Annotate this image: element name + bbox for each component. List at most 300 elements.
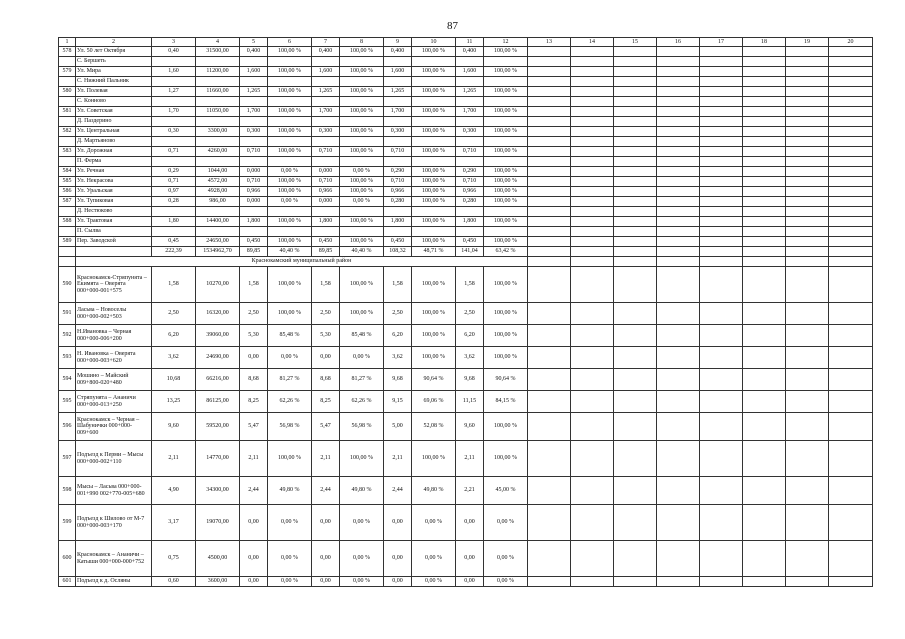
- value-cell: 0,97: [152, 187, 196, 197]
- empty-cell: [657, 207, 700, 217]
- table-row: [59, 237, 873, 247]
- value-cell: 1,700: [456, 107, 484, 117]
- empty-cell: [657, 137, 700, 147]
- empty-cell: [614, 267, 657, 303]
- village-row: [59, 57, 873, 67]
- empty-cell: [829, 117, 873, 127]
- row-number: 579: [59, 67, 76, 77]
- value-cell: 100,00 %: [484, 187, 528, 197]
- value-cell: 2,11: [384, 441, 412, 477]
- empty-cell: [786, 147, 829, 157]
- empty-cell: [786, 413, 829, 441]
- empty-cell: [786, 157, 829, 167]
- value-cell: 100,00 %: [412, 303, 456, 325]
- value-cell: 100,00 %: [268, 303, 312, 325]
- table-row: [59, 413, 873, 441]
- empty-cell: [528, 57, 571, 67]
- empty-cell: [700, 147, 743, 157]
- empty-cell: [412, 57, 456, 67]
- value-cell: 2,11: [240, 441, 268, 477]
- empty-cell: [384, 157, 412, 167]
- road-name: Мысы – Ласьва 000+000-001+990 002+770-005+680: [76, 477, 152, 505]
- value-cell: 100,00 %: [412, 267, 456, 303]
- empty-cell: [484, 77, 528, 87]
- empty-cell: [786, 577, 829, 587]
- value-cell: 100,00 %: [412, 177, 456, 187]
- empty-cell: [528, 391, 571, 413]
- value-cell: 10,68: [152, 369, 196, 391]
- value-cell: 85,48 %: [340, 325, 384, 347]
- village-name: Д. Нестюково: [76, 207, 152, 217]
- empty-cell: [829, 325, 873, 347]
- empty-cell: [614, 127, 657, 137]
- value-cell: 2,44: [240, 477, 268, 505]
- empty-cell: [614, 207, 657, 217]
- empty-cell: [829, 157, 873, 167]
- empty-cell: [268, 57, 312, 67]
- empty-cell: [743, 369, 786, 391]
- empty-cell: [700, 187, 743, 197]
- empty-cell: [528, 127, 571, 137]
- value-cell: 100,00 %: [268, 47, 312, 57]
- road-name: Краснокамск-Стряпунята – Екимята – Оверята 000+000-001+575: [76, 267, 152, 303]
- empty-cell: [412, 227, 456, 237]
- value-cell: 100,00 %: [340, 217, 384, 227]
- value-cell: 100,00 %: [340, 177, 384, 187]
- empty-cell: [700, 67, 743, 77]
- empty-cell: [528, 303, 571, 325]
- empty-cell: [528, 207, 571, 217]
- empty-cell: [614, 505, 657, 541]
- row-number: 578: [59, 47, 76, 57]
- empty-cell: [484, 157, 528, 167]
- value-cell: 100,00 %: [268, 237, 312, 247]
- empty-cell: [152, 117, 196, 127]
- empty-cell: [657, 87, 700, 97]
- empty-cell: [657, 267, 700, 303]
- value-cell: 1,80: [152, 217, 196, 227]
- empty-cell: [786, 267, 829, 303]
- empty-cell: [786, 237, 829, 247]
- empty-cell: [384, 97, 412, 107]
- village-row: [59, 157, 873, 167]
- empty-cell: [528, 107, 571, 117]
- road-name: Ул. Советская: [76, 107, 152, 117]
- empty-cell: [743, 413, 786, 441]
- empty-cell: [657, 177, 700, 187]
- value-cell: 100,00 %: [340, 303, 384, 325]
- value-cell: 100,00 %: [340, 107, 384, 117]
- value-cell: 9,68: [384, 369, 412, 391]
- header-cell: 6: [268, 38, 312, 47]
- empty-cell: [456, 57, 484, 67]
- empty-cell: [786, 167, 829, 177]
- empty-cell: [614, 303, 657, 325]
- value-cell: 0,450: [456, 237, 484, 247]
- empty-cell: [743, 67, 786, 77]
- value-cell: 100,00 %: [484, 177, 528, 187]
- empty-cell: [700, 267, 743, 303]
- value-cell: 100,00 %: [340, 187, 384, 197]
- village-name: С. Конново: [76, 97, 152, 107]
- empty-cell: [340, 137, 384, 147]
- value-cell: 52,08 %: [412, 413, 456, 441]
- empty-cell: [528, 137, 571, 147]
- empty-cell: [829, 97, 873, 107]
- empty-cell: [571, 57, 614, 67]
- empty-cell: [700, 177, 743, 187]
- empty-cell: [743, 325, 786, 347]
- table-row: [59, 267, 873, 303]
- empty-cell: [700, 137, 743, 147]
- road-name: Ул. Трактовая: [76, 217, 152, 227]
- empty-cell: [484, 227, 528, 237]
- empty-cell: [384, 207, 412, 217]
- empty-cell: [412, 137, 456, 147]
- empty-cell: [240, 117, 268, 127]
- empty-cell: [412, 97, 456, 107]
- value-cell: 0,710: [384, 177, 412, 187]
- road-name: Ул. Центральная: [76, 127, 152, 137]
- empty-cell: [571, 117, 614, 127]
- empty-cell: [786, 347, 829, 369]
- empty-cell: [528, 67, 571, 77]
- value-cell: 100,00 %: [484, 167, 528, 177]
- village-name: Д. Мартьяново: [76, 137, 152, 147]
- road-name: Подъезд к Шилово от М-7 000+000-003+170: [76, 505, 152, 541]
- value-cell: 0,710: [240, 147, 268, 157]
- empty-cell: [456, 77, 484, 87]
- empty-cell: [657, 57, 700, 67]
- empty-cell: [743, 47, 786, 57]
- empty-cell: [700, 47, 743, 57]
- value-cell: 4500,00: [196, 541, 240, 577]
- value-cell: 100,00 %: [484, 147, 528, 157]
- value-cell: 0,00: [240, 541, 268, 577]
- value-cell: 986,00: [196, 197, 240, 207]
- empty-cell: [829, 477, 873, 505]
- header-cell: 15: [614, 38, 657, 47]
- empty-cell: [743, 147, 786, 157]
- empty-cell: [528, 167, 571, 177]
- empty-cell: [657, 77, 700, 87]
- value-cell: 100,00 %: [484, 325, 528, 347]
- empty-cell: [786, 477, 829, 505]
- empty-cell: [700, 87, 743, 97]
- empty-cell: [829, 147, 873, 157]
- value-cell: 1,265: [240, 87, 268, 97]
- value-cell: 0,00: [456, 541, 484, 577]
- header-cell: 2: [76, 38, 152, 47]
- value-cell: 45,00 %: [484, 477, 528, 505]
- empty-cell: [571, 541, 614, 577]
- empty-cell: [829, 577, 873, 587]
- value-cell: 0,00: [240, 347, 268, 369]
- value-cell: 0,300: [312, 127, 340, 137]
- district-title: Краснокамский муниципальный район: [76, 257, 528, 267]
- empty-cell: [657, 325, 700, 347]
- empty-cell: [571, 137, 614, 147]
- value-cell: 0,00 %: [340, 505, 384, 541]
- empty-cell: [384, 117, 412, 127]
- value-cell: 3600,00: [196, 577, 240, 587]
- value-cell: 1,700: [240, 107, 268, 117]
- empty-cell: [528, 267, 571, 303]
- value-cell: 2,21: [456, 477, 484, 505]
- value-cell: 0,280: [456, 197, 484, 207]
- empty-cell: [268, 157, 312, 167]
- empty-cell: [152, 137, 196, 147]
- value-cell: 1534962,70: [196, 247, 240, 257]
- empty-cell: [571, 167, 614, 177]
- empty-cell: [657, 217, 700, 227]
- value-cell: 0,00: [312, 577, 340, 587]
- road-name: Пер. Заводской: [76, 237, 152, 247]
- village-row: [59, 77, 873, 87]
- empty-cell: [829, 237, 873, 247]
- empty-cell: [786, 325, 829, 347]
- empty-cell: [614, 187, 657, 197]
- table-row: [59, 107, 873, 117]
- empty-cell: [829, 303, 873, 325]
- value-cell: 100,00 %: [484, 67, 528, 77]
- empty-cell: [829, 67, 873, 77]
- value-cell: 100,00 %: [268, 267, 312, 303]
- empty-cell: [571, 257, 614, 267]
- header-row: [59, 38, 873, 47]
- empty-cell: [152, 207, 196, 217]
- empty-cell: [657, 347, 700, 369]
- value-cell: 11050,00: [196, 107, 240, 117]
- value-cell: 49,80 %: [412, 477, 456, 505]
- empty-cell: [571, 267, 614, 303]
- value-cell: 100,00 %: [412, 147, 456, 157]
- empty-cell: [743, 347, 786, 369]
- empty-cell: [786, 187, 829, 197]
- value-cell: 100,00 %: [484, 127, 528, 137]
- value-cell: 0,40: [152, 47, 196, 57]
- empty-cell: [196, 117, 240, 127]
- row-number: 599: [59, 505, 76, 541]
- empty-cell: [700, 167, 743, 177]
- value-cell: 0,00 %: [412, 505, 456, 541]
- empty-cell: [196, 157, 240, 167]
- row-number: 580: [59, 87, 76, 97]
- value-cell: 2,11: [152, 441, 196, 477]
- value-cell: 24690,00: [196, 347, 240, 369]
- value-cell: 1,27: [152, 87, 196, 97]
- empty-cell: [657, 257, 700, 267]
- value-cell: 81,27 %: [268, 369, 312, 391]
- table-row: [59, 87, 873, 97]
- value-cell: 0,966: [456, 187, 484, 197]
- value-cell: 0,00: [312, 541, 340, 577]
- empty-cell: [571, 47, 614, 57]
- empty-cell: [59, 117, 76, 127]
- value-cell: 8,68: [312, 369, 340, 391]
- value-cell: 100,00 %: [340, 147, 384, 157]
- row-number: 588: [59, 217, 76, 227]
- table-row: [59, 325, 873, 347]
- value-cell: 9,68: [456, 369, 484, 391]
- value-cell: 100,00 %: [484, 347, 528, 369]
- road-name: Ул. Дорожная: [76, 147, 152, 157]
- road-name: Краснокамск – Ананичи – Катыши 000+000-000+752: [76, 541, 152, 577]
- value-cell: 0,00 %: [340, 197, 384, 207]
- empty-cell: [312, 207, 340, 217]
- value-cell: 0,00: [384, 505, 412, 541]
- value-cell: 1044,00: [196, 167, 240, 177]
- road-name: Стряпунята – Ананичи 000+000-013+250: [76, 391, 152, 413]
- value-cell: 0,00 %: [268, 347, 312, 369]
- empty-cell: [152, 97, 196, 107]
- value-cell: 0,400: [384, 47, 412, 57]
- row-number: 583: [59, 147, 76, 157]
- value-cell: 85,48 %: [268, 325, 312, 347]
- empty-cell: [571, 369, 614, 391]
- row-number: 584: [59, 167, 76, 177]
- empty-cell: [700, 207, 743, 217]
- empty-cell: [786, 227, 829, 237]
- table-row: [59, 247, 873, 257]
- empty-cell: [743, 157, 786, 167]
- empty-cell: [786, 257, 829, 267]
- value-cell: 6,20: [384, 325, 412, 347]
- empty-cell: [786, 127, 829, 137]
- header-cell: 7: [312, 38, 340, 47]
- value-cell: 100,00 %: [268, 87, 312, 97]
- table-row: [59, 441, 873, 477]
- value-cell: 1,800: [456, 217, 484, 227]
- empty-cell: [614, 257, 657, 267]
- value-cell: 0,00 %: [340, 167, 384, 177]
- empty-cell: [571, 97, 614, 107]
- value-cell: 100,00 %: [268, 441, 312, 477]
- value-cell: 0,450: [240, 237, 268, 247]
- value-cell: 100,00 %: [484, 107, 528, 117]
- empty-cell: [340, 227, 384, 237]
- header-cell: 17: [700, 38, 743, 47]
- value-cell: 0,400: [456, 47, 484, 57]
- road-name: Ул. Уральская: [76, 187, 152, 197]
- value-cell: 0,00 %: [484, 505, 528, 541]
- value-cell: 100,00 %: [412, 197, 456, 207]
- empty-cell: [829, 217, 873, 227]
- empty-cell: [196, 57, 240, 67]
- road-name: [76, 247, 152, 257]
- empty-cell: [456, 227, 484, 237]
- empty-cell: [528, 577, 571, 587]
- empty-cell: [743, 207, 786, 217]
- empty-cell: [571, 577, 614, 587]
- empty-cell: [59, 157, 76, 167]
- value-cell: 0,00: [312, 505, 340, 541]
- empty-cell: [829, 177, 873, 187]
- empty-cell: [528, 177, 571, 187]
- empty-cell: [152, 57, 196, 67]
- empty-cell: [743, 177, 786, 187]
- empty-cell: [528, 347, 571, 369]
- empty-cell: [700, 347, 743, 369]
- value-cell: 2,50: [384, 303, 412, 325]
- value-cell: 6,20: [456, 325, 484, 347]
- empty-cell: [268, 227, 312, 237]
- value-cell: 89,85: [240, 247, 268, 257]
- value-cell: 5,47: [312, 413, 340, 441]
- empty-cell: [743, 117, 786, 127]
- header-cell: 10: [412, 38, 456, 47]
- value-cell: 0,29: [152, 167, 196, 177]
- empty-cell: [614, 347, 657, 369]
- value-cell: 86125,00: [196, 391, 240, 413]
- value-cell: 100,00 %: [268, 127, 312, 137]
- value-cell: 0,00 %: [412, 541, 456, 577]
- empty-cell: [340, 97, 384, 107]
- table-row: [59, 47, 873, 57]
- value-cell: 3300,00: [196, 127, 240, 137]
- row-number: 592: [59, 325, 76, 347]
- value-cell: 0,966: [240, 187, 268, 197]
- empty-cell: [528, 369, 571, 391]
- empty-cell: [59, 137, 76, 147]
- empty-cell: [59, 257, 76, 267]
- value-cell: 100,00 %: [412, 47, 456, 57]
- empty-cell: [528, 147, 571, 157]
- empty-cell: [571, 505, 614, 541]
- empty-cell: [700, 237, 743, 247]
- empty-cell: [571, 347, 614, 369]
- empty-cell: [743, 217, 786, 227]
- value-cell: 0,00 %: [268, 541, 312, 577]
- village-row: [59, 117, 873, 127]
- empty-cell: [829, 167, 873, 177]
- empty-cell: [657, 187, 700, 197]
- value-cell: 100,00 %: [484, 197, 528, 207]
- empty-cell: [614, 177, 657, 187]
- empty-cell: [240, 97, 268, 107]
- value-cell: 100,00 %: [268, 67, 312, 77]
- value-cell: 2,44: [384, 477, 412, 505]
- empty-cell: [456, 207, 484, 217]
- value-cell: 11,15: [456, 391, 484, 413]
- value-cell: 56,98 %: [340, 413, 384, 441]
- empty-cell: [528, 227, 571, 237]
- road-name: Ул. Речная: [76, 167, 152, 177]
- value-cell: 5,30: [312, 325, 340, 347]
- value-cell: 0,00: [312, 347, 340, 369]
- value-cell: 0,290: [384, 167, 412, 177]
- road-name: Ул. Некрасова: [76, 177, 152, 187]
- value-cell: 81,27 %: [340, 369, 384, 391]
- value-cell: 56,98 %: [268, 413, 312, 441]
- value-cell: 100,00 %: [412, 237, 456, 247]
- table-row: [59, 127, 873, 137]
- table-row: [59, 67, 873, 77]
- row-number: 594: [59, 369, 76, 391]
- value-cell: 1,600: [240, 67, 268, 77]
- value-cell: 100,00 %: [340, 67, 384, 77]
- empty-cell: [196, 137, 240, 147]
- empty-cell: [571, 157, 614, 167]
- empty-cell: [196, 227, 240, 237]
- value-cell: 0,280: [384, 197, 412, 207]
- value-cell: 141,04: [456, 247, 484, 257]
- empty-cell: [657, 147, 700, 157]
- road-name: Н.Ивановка – Черная 000+000-006+200: [76, 325, 152, 347]
- value-cell: 100,00 %: [412, 127, 456, 137]
- row-number: 585: [59, 177, 76, 187]
- value-cell: 84,15 %: [484, 391, 528, 413]
